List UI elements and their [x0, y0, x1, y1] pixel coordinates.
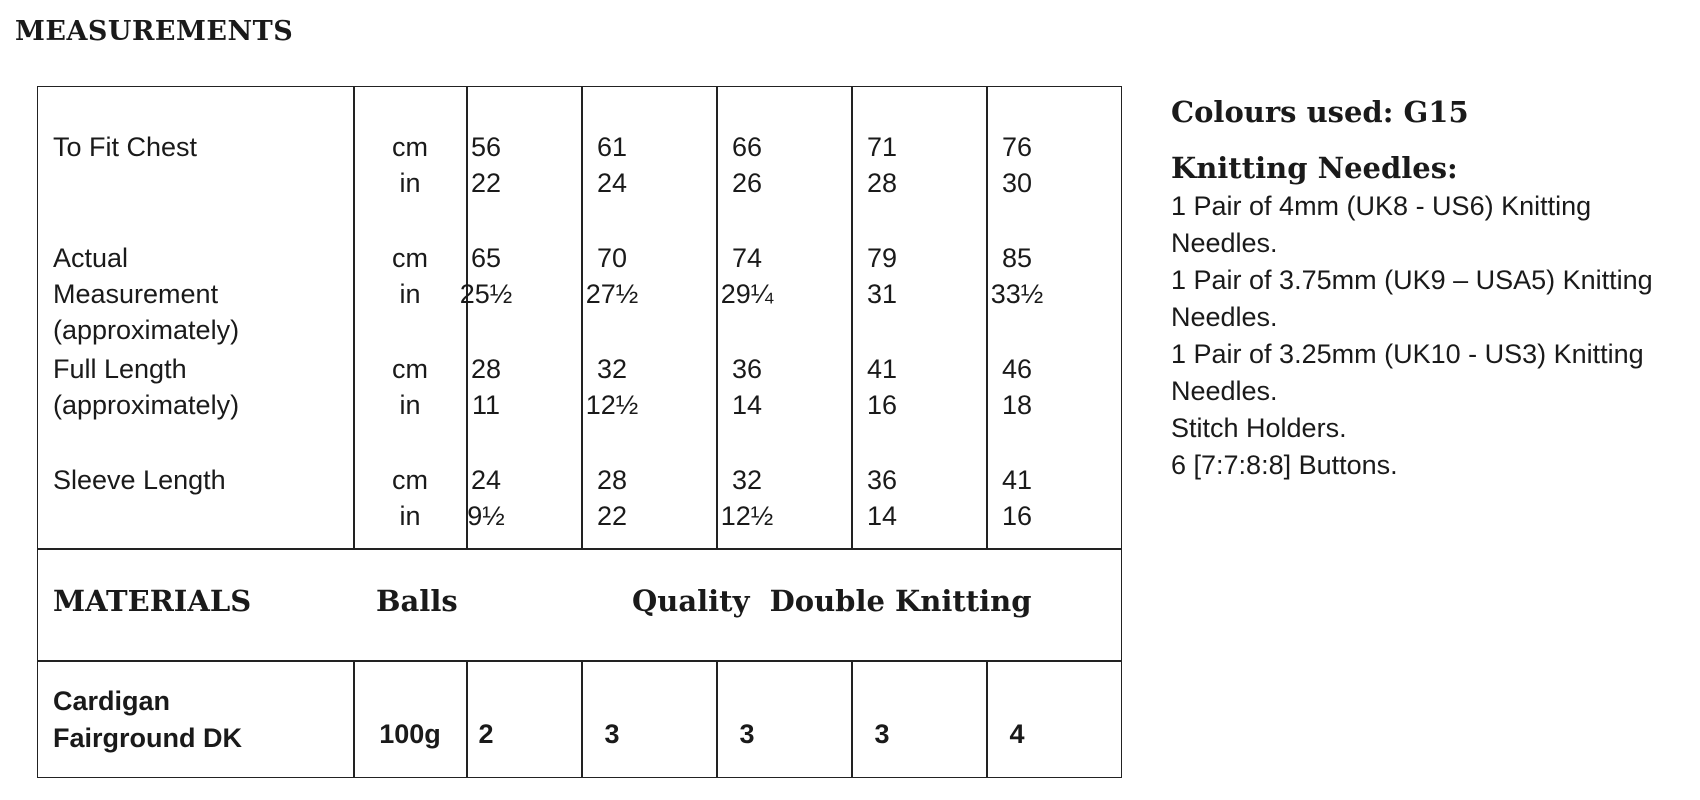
measurement-label: Measurement [53, 279, 219, 309]
balls-heading: Balls [376, 584, 458, 618]
value-in: 25½ [459, 279, 513, 309]
unit-in: in [399, 501, 421, 531]
value-in: 22 [596, 501, 628, 531]
needles-line: Needles. [1171, 376, 1278, 406]
column-divider [716, 660, 718, 778]
needles-line: 1 Pair of 3.25mm (UK10 - US3) Knitting [1171, 339, 1644, 369]
item-name-line2: Fairground DK [53, 723, 242, 753]
value-cm: 71 [866, 132, 898, 162]
measurement-label: Full Length [53, 354, 187, 384]
measurement-label: To Fit Chest [53, 132, 198, 162]
column-divider [851, 660, 853, 778]
value-in: 9½ [467, 501, 505, 531]
needles-line: Needles. [1171, 228, 1278, 258]
value-in: 12½ [720, 501, 774, 531]
value-in: 14 [866, 501, 898, 531]
needles-heading: Knitting Needles: [1171, 151, 1458, 185]
value-in: 22 [470, 168, 502, 198]
column-divider [353, 87, 355, 548]
needles-line: Stitch Holders. [1171, 413, 1347, 443]
materials-notes [1171, 92, 1691, 484]
ball-count: 3 [874, 719, 890, 749]
unit-cm: cm [392, 465, 428, 495]
value-cm: 41 [1001, 465, 1033, 495]
value-cm: 61 [596, 132, 628, 162]
item-name-line1: Cardigan [53, 686, 171, 716]
value-in: 16 [1001, 501, 1033, 531]
value-in: 30 [1001, 168, 1033, 198]
value-cm: 32 [596, 354, 628, 384]
value-cm: 70 [596, 243, 628, 273]
ball-weight: 100g [379, 719, 441, 749]
value-cm: 41 [866, 354, 898, 384]
unit-in: in [399, 390, 421, 420]
value-in: 33½ [990, 279, 1044, 309]
column-divider [466, 660, 468, 778]
value-in: 11 [471, 390, 501, 420]
column-divider [581, 660, 583, 778]
value-in: 26 [731, 168, 763, 198]
measurement-label: Actual [53, 243, 129, 273]
value-cm: 74 [731, 243, 763, 273]
measurement-label: Sleeve Length [53, 465, 226, 495]
value-cm: 28 [470, 354, 502, 384]
row-divider [38, 660, 1121, 662]
ball-count: 2 [478, 719, 494, 749]
column-divider [716, 87, 718, 548]
row-divider [38, 548, 1121, 550]
value-in: 14 [731, 390, 763, 420]
value-cm: 36 [731, 354, 763, 384]
unit-cm: cm [392, 243, 428, 273]
value-cm: 76 [1001, 132, 1033, 162]
value-cm: 66 [731, 132, 763, 162]
needles-line: 6 [7:7:8:8] Buttons. [1171, 450, 1398, 480]
value-in: 29¼ [720, 279, 774, 309]
needles-line: 1 Pair of 4mm (UK8 - US6) Knitting [1171, 191, 1592, 221]
unit-in: in [399, 279, 421, 309]
value-cm: 56 [470, 132, 502, 162]
ball-count: 3 [739, 719, 755, 749]
column-divider [851, 87, 853, 548]
value-in: 24 [596, 168, 628, 198]
unit-cm: cm [392, 132, 428, 162]
value-in: 27½ [585, 279, 639, 309]
column-divider [466, 87, 468, 548]
needles-list [1171, 188, 1691, 484]
value-cm: 24 [470, 465, 502, 495]
value-in: 12½ [585, 390, 639, 420]
measurement-label: (approximately) [53, 315, 240, 345]
column-divider [581, 87, 583, 548]
needles-line: 1 Pair of 3.75mm (UK9 – USA5) Knitting [1171, 265, 1653, 295]
colours-used: Colours used: G15 [1171, 95, 1469, 129]
value-cm: 28 [596, 465, 628, 495]
unit-in: in [399, 168, 421, 198]
value-cm: 65 [470, 243, 502, 273]
column-divider [353, 660, 355, 778]
materials-heading: MATERIALS [53, 584, 252, 618]
column-divider [986, 660, 988, 778]
value-cm: 79 [866, 243, 898, 273]
measurements-table [37, 86, 1122, 778]
value-in: 16 [866, 390, 898, 420]
value-in: 31 [866, 279, 898, 309]
quality-heading: Quality Double Knitting [632, 584, 1032, 618]
column-divider [986, 87, 988, 548]
ball-count: 4 [1009, 719, 1025, 749]
needles-line: Needles. [1171, 302, 1278, 332]
value-in: 28 [866, 168, 898, 198]
ball-count: 3 [604, 719, 620, 749]
unit-cm: cm [392, 354, 428, 384]
value-cm: 46 [1001, 354, 1033, 384]
value-cm: 32 [731, 465, 763, 495]
value-cm: 85 [1001, 243, 1033, 273]
measurement-label: (approximately) [53, 390, 240, 420]
value-in: 18 [1001, 390, 1033, 420]
page-title: MEASUREMENTS [15, 16, 294, 47]
value-cm: 36 [866, 465, 898, 495]
